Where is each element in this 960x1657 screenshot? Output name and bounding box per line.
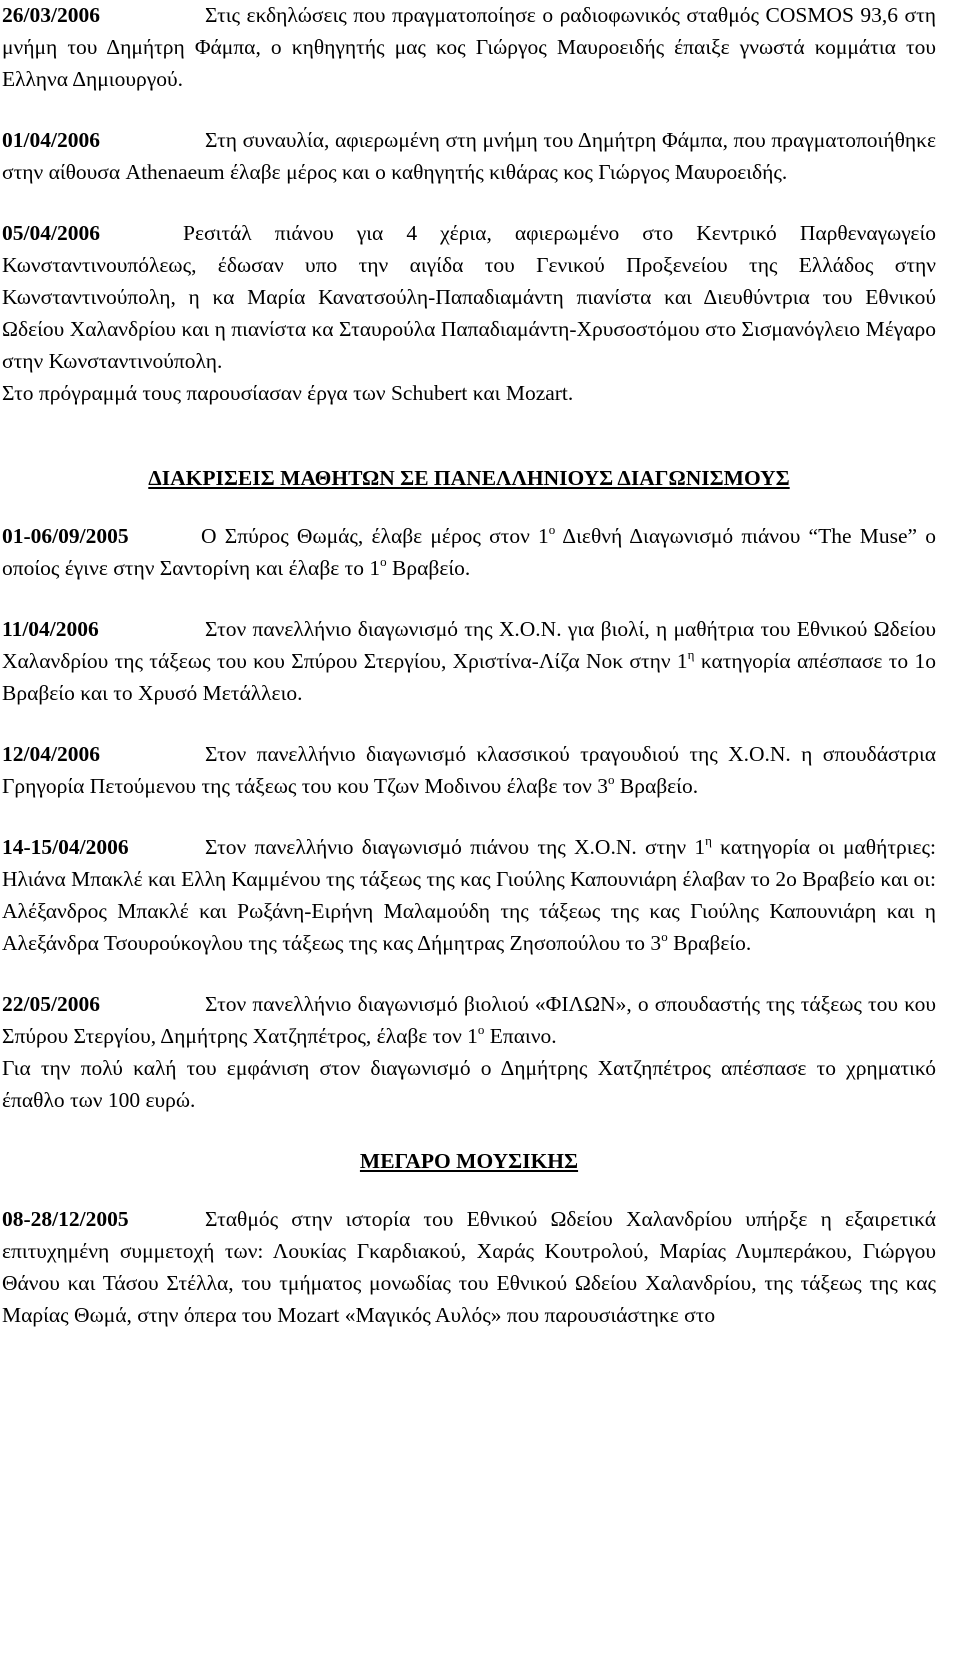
superscript: ο	[477, 1022, 485, 1037]
award-entry-12-04-2006	[2, 738, 936, 802]
superscript: η	[687, 647, 695, 662]
entry-date: 01/04/2006	[2, 128, 100, 152]
entry-extra-text: Στο πρόγραμμά τους παρουσίασαν έργα των Schubert και Mozart.	[2, 381, 574, 405]
entry-text: Βραβείο.	[667, 931, 752, 955]
section-heading-megaro: ΜΕΓΑΡΟ ΜΟΥΣΙΚΗΣ	[359, 1149, 579, 1173]
section-heading-awards: ΔΙΑΚΡΙΣΕΙΣ ΜΑΘΗΤΩΝ ΣΕ ΠΑΝΕΛΛΗΝΙΟΥΣ ΔΙΑΓΩΝΙΣΜΟΥΣ	[148, 466, 790, 490]
entry-date: 01-06/09/2005	[2, 524, 129, 548]
entry-date: 08-28/12/2005	[2, 1207, 129, 1231]
entry-text: Επαινο.	[484, 1024, 557, 1048]
entry-text: Στις εκδηλώσεις που πραγματοποίησε ο ραδιοφωνικός σταθμός COSMOS 93,6 στη μνήμη του Δημήτρη Φάμπα, ο κηθηγητής μας κος Γιώργος Μαυροειδής έπαιξε γνωστά κομμάτια του Ελληνα Δημιουργού.	[2, 3, 936, 91]
superscript: ο	[548, 522, 556, 537]
entry-05-04-2006	[2, 217, 936, 409]
entry-text: Σταθμός στην ιστορία του Εθνικού Ωδείου Χαλανδρίου υπήρξε η εξαιρετικά επιτυχημένη συμμετοχή των: Λουκίας Γκαρδιακού, Χαράς Κουτρολού, Μαρίας Λυμπεράκου, Γιώργου Θάνου και Τάσου Στέλλα, του τμήματος μονωδίας του Εθνικού Ωδείου Χαλανδρίου, της τάξεως της κας Μαρίας Θωμά, στην όπερα του Mozart «Μαγικός Αυλός» που παρουσιάστηκε στο	[2, 1207, 936, 1327]
entry-date: 05/04/2006	[2, 221, 100, 245]
entry-date: 22/05/2006	[2, 992, 100, 1016]
award-entry-14-15-04-2006	[2, 831, 936, 959]
entry-extra-text: Για την πολύ καλή του εμφάνιση στον διαγωνισμό ο Δημήτρης Χατζηπέτρος απέσπασε το χρηματικό έπαθλο των 100 ευρώ.	[2, 1056, 936, 1112]
entry-date: 26/03/2006	[2, 3, 100, 27]
entry-text: Στον πανελλήνιο διαγωνισμό της Χ.Ο.Ν. για βιολί, η μαθήτρια του Εθνικού Ωδείου Χαλανδρίου της τάξεως του κου Σπύρου Στεργίου, Χριστίνα-Λίζα Νοκ στην 1	[2, 617, 936, 673]
entry-text: Ο Σπύρος Θωμάς, έλαβε μέρος στον 1	[201, 524, 549, 548]
entry-text: Βραβείο.	[614, 774, 699, 798]
superscript: ο	[380, 554, 387, 569]
entry-text: κατηγορία οι μαθήτριες: Ηλιάνα Μπακλέ και Ελλη Καμμένου της τάξεως της κας Γιούλης Καπουνιάρη έλαβαν το 2ο Βραβείο και οι: Αλέξανδρος Μπακλέ και Ρωξάνη-Ειρήνη Μαλαμούδη της τάξεως της κας Γιούλης Καπουνιάρη και η Αλεξάνδρα Τσουρούκογλου της τάξεως της κας Δήμητρας Ζησοπούλου το 3	[2, 835, 936, 955]
entry-text: Ρεσιτάλ πιάνου για 4 χέρια, αφιερωμένο στο Κεντρικό Παρθεναγωγείο Κωνσταντινουπόλεως, έδωσαν υπο την αιγίδα του Γενικού Προξενείου της Ελλάδος στην Κωνσταντινούπολη, η κα Μαρία Κανατσούλη-Παπαδιαμάντη πιανίστα και Διευθύντρια του Εθνικού Ωδείου Χαλανδρίου και η πιανίστα κα Σταυρούλα Παπαδιαμάντη-Χρυσοστόμου στο Σισμανόγλειο Μέγαρο στην Κωνσταντινούπολη.	[2, 221, 936, 373]
entry-text: κατηγορία απέσπασε το 1ο Βραβείο και το Χρυσό Μετάλλειο.	[2, 649, 936, 705]
entry-text: Στη συναυλία, αφιερωμένη στη μνήμη του Δημήτρη Φάμπα, που πραγματοποιήθηκε στην αίθουσα Athenaeum έλαβε μέρος και ο καθηγητής κιθάρας κος Γιώργος Μαυροειδής.	[2, 128, 936, 184]
entry-01-04-2006	[2, 124, 936, 188]
megaro-entry-08-28-12-2005	[2, 1203, 936, 1331]
superscript: ο	[661, 929, 668, 944]
entry-text: Στον πανελλήνιο διαγωνισμό βιολιού «ΦΙΛΩΝ», ο σπουδαστής της τάξεως του κου Σπύρου Στεργίου, Δημήτρης Χατζηπέτρος, έλαβε τον 1	[2, 992, 936, 1048]
entry-date: 12/04/2006	[2, 742, 100, 766]
award-entry-22-05-2006	[2, 988, 936, 1116]
award-entry-01-06-09-2005	[2, 520, 936, 584]
entry-date: 11/04/2006	[2, 617, 99, 641]
entry-text: Στον πανελλήνιο διαγωνισμό πιάνου της Χ.Ο.Ν. στην 1	[205, 835, 706, 859]
entry-text: Βραβείο.	[386, 556, 471, 580]
award-entry-11-04-2006	[2, 613, 936, 709]
superscript: ο	[608, 772, 615, 787]
entry-26-03-2006	[2, 0, 936, 95]
entry-date: 14-15/04/2006	[2, 835, 129, 859]
entry-text: Διεθνή Διαγωνισμό πιάνου “The Muse” ο οποίος έγινε στην Σαντορίνη και έλαβε το 1	[2, 524, 936, 580]
superscript: η	[705, 833, 712, 848]
entry-text: Στον πανελλήνιο διαγωνισμό κλασσικού τραγουδιού της Χ.Ο.Ν. η σπουδάστρια Γρηγορία Πετούμενου της τάξεως του κου Τζων Μοδινου έλαβε τον 3	[2, 742, 936, 798]
